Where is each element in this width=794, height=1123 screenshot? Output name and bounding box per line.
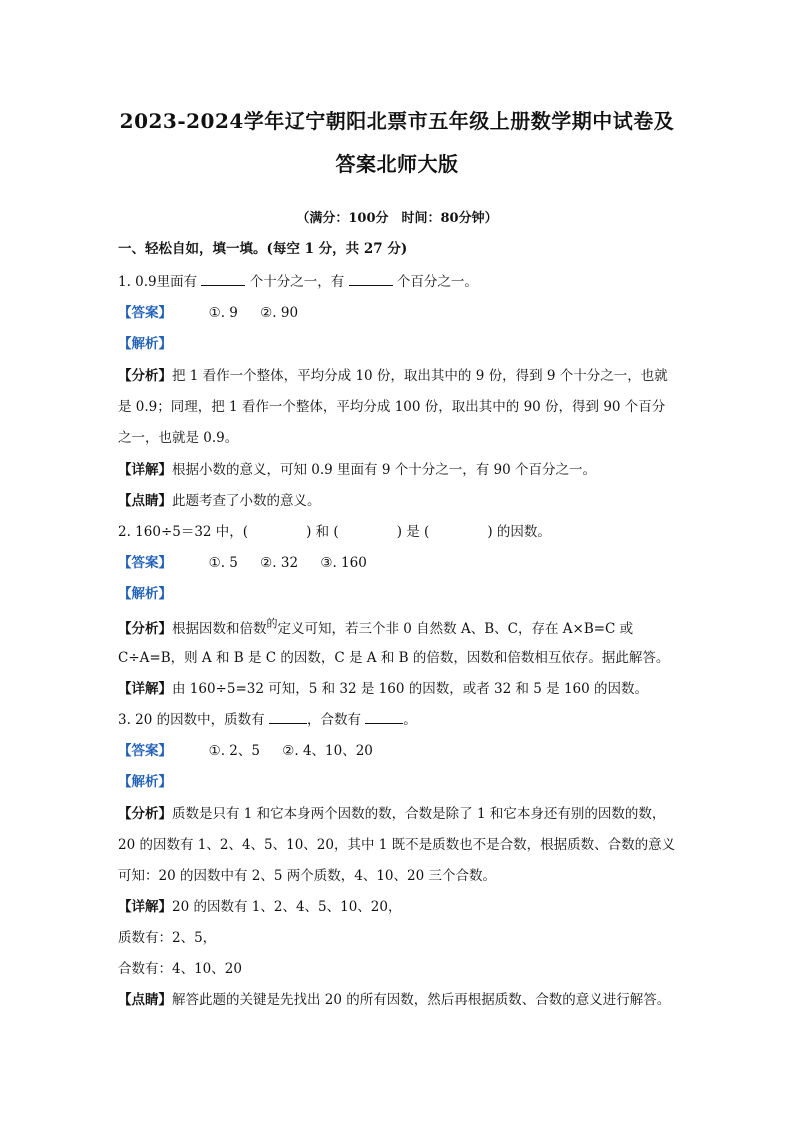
q1-blank-2 (349, 273, 393, 286)
fenxi-tag: 【分析】 (118, 806, 172, 822)
question-3 (118, 708, 417, 728)
xiangjie-tag: 【详解】 (118, 899, 172, 915)
q1-xiangjie (118, 458, 596, 478)
q3-dianjing (118, 988, 670, 1008)
exam-meta: （满分：100分 时间：80分钟） (296, 211, 498, 226)
q1-answer-1: ①. 9 (208, 305, 238, 321)
q3-fenxi-line3: 可知：20 的因数中有 2、5 两个质数，4、10、20 三个合数。 (118, 868, 496, 884)
q3-heshu-line: 合数有：4、10、20 (118, 961, 242, 977)
q3-answer-1: ①. 2、5 (208, 743, 260, 759)
jiexi-tag: 【解析】 (118, 774, 172, 790)
answer-tag: 【答案】 (118, 555, 172, 571)
q3-answer (118, 739, 391, 759)
dianjing-tag: 【点睛】 (118, 493, 172, 509)
q3-text-a: 3. 20 的因数中，质数有 (118, 712, 265, 728)
q1-text-c: 个百分之一。 (396, 274, 478, 290)
section-heading: 一、轻松自如，填一填。(每空 1 分，共 27 分) (118, 241, 408, 257)
jiexi-tag: 【解析】 (118, 336, 172, 352)
jiexi-tag: 【解析】 (118, 586, 172, 602)
q2-text-a: 2. 160÷5＝32 中，( (118, 524, 249, 540)
answer-tag: 【答案】 (118, 743, 172, 759)
question-1 (118, 270, 478, 290)
doc-title-line1: 2023-2024学年辽宁朝阳北票市五年级上册数学期中试卷及 (119, 109, 675, 133)
q2-fenxi-line2: C÷A=B，则 A 和 B 是 C 的因数，C 是 A 和 B 的倍数，因数和倍数相互依存。据此解答。 (118, 650, 670, 666)
q3-zhishu-line: 质数有：2、5， (118, 930, 217, 946)
q1-answer-2: ②. 90 (260, 305, 299, 321)
q1-fenxi-line1 (118, 364, 668, 384)
q2-answer-2: ②. 32 (260, 555, 299, 571)
q3-xiangjie-text: 20 的因数有 1、2、4、5、10、20， (172, 899, 402, 915)
q3-dianjing-text: 解答此题的关键是先找出 20 的所有因数，然后再根据质数、合数的意义进行解答。 (172, 992, 671, 1008)
q3-text-b: ，合数有 (306, 712, 361, 728)
q1-text-a: 1. 0.9里面有 (118, 274, 198, 290)
q1-fenxi-line2: 是 0.9；同理，把 1 看作一个整体，平均分成 100 份，取出其中的 90 份，得到 90 个百分 (118, 399, 666, 415)
q3-fenxi-text-1: 质数是只有 1 和它本身两个因数的数，合数是除了 1 和它本身还有别的因数的数， (172, 806, 666, 822)
q1-dianjing (118, 489, 321, 509)
q2-answer-1: ①. 5 (208, 555, 238, 571)
q1-jiexi (118, 332, 172, 352)
xiangjie-tag: 【详解】 (118, 681, 172, 697)
q3-answer-2: ②. 4、10、20 (282, 743, 373, 759)
answer-tag: 【答案】 (118, 305, 172, 321)
q1-dianjing-text: 此题考查了小数的意义。 (172, 493, 321, 509)
question-2 (118, 520, 551, 540)
q2-xiangjie-text: 由 160÷5=32 可知，5 和 32 是 160 的因数，或者 32 和 5 是 160 的因数。 (172, 681, 649, 697)
q3-xiangjie (118, 895, 401, 915)
q2-text-d: ) 的因数。 (487, 524, 551, 540)
q2-text-c: ) 是 ( (396, 524, 430, 540)
q3-blank-1 (269, 711, 307, 724)
q1-fenxi-text-1: 把 1 看作一个整体，平均分成 10 份，取出其中的 9 份，得到 9 个十分之一，也就 (172, 368, 668, 384)
q2-jiexi (118, 582, 172, 602)
q3-jiexi (118, 770, 172, 790)
fenxi-tag: 【分析】 (118, 368, 172, 384)
fenxi-tag: 【分析】 (118, 621, 172, 637)
q1-blank-1 (201, 273, 245, 286)
q2-xiangjie (118, 677, 648, 697)
q2-fenxi-line1 (118, 615, 633, 637)
q2-fenxi-text-b: 定义可知，若三个非 0 自然数 A、B、C，存在 A×B=C 或 (277, 621, 634, 637)
dianjing-tag: 【点睛】 (118, 992, 172, 1008)
q2-answer-3: ③. 160 (320, 555, 367, 571)
xiangjie-tag: 【详解】 (118, 462, 172, 478)
q1-xiangjie-text: 根据小数的意义，可知 0.9 里面有 9 个十分之一，有 90 个百分之一。 (172, 462, 596, 478)
q1-text-b: 个十分之一，有 (249, 274, 345, 290)
doc-title-line2: 答案北师大版 (335, 152, 459, 176)
q3-blank-2 (365, 711, 403, 724)
q3-fenxi-line2: 20 的因数有 1、2、4、5、10、20，其中 1 既不是质数也不是合数，根据质数、合数的意义 (118, 837, 676, 853)
q1-answer (118, 301, 316, 321)
q1-fenxi-line3: 之一，也就是 0.9。 (118, 430, 239, 446)
q3-fenxi-line1 (118, 802, 665, 822)
q2-fenxi-text-a: 根据因数和倍数 (172, 621, 267, 637)
q2-text-b: ) 和 ( (306, 524, 339, 540)
q2-answer (118, 551, 385, 571)
q2-fenxi-sup: 的 (266, 617, 278, 630)
q3-text-c: 。 (403, 712, 417, 728)
